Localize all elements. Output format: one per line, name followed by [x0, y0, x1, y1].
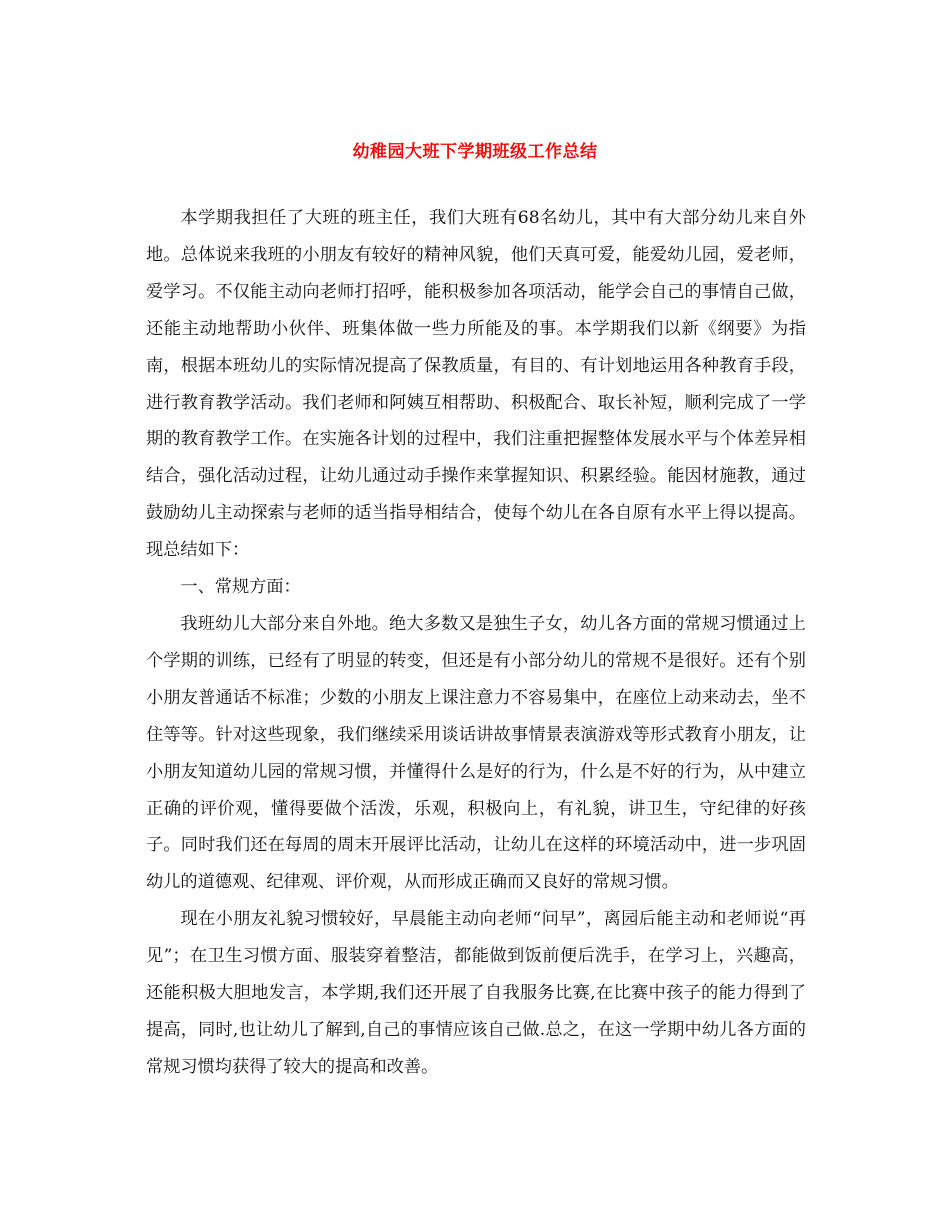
paragraph-intro: 本学期我担任了大班的班主任，我们大班有68名幼儿，其中有大部分幼儿来自外地。总体说来我班的小朋友有较好的精神风貌，他们天真可爱，能爱幼儿园，爱老师，爱学习。不仅能主动向老师打招呼，能积极参加各项活动，能学会自己的事情自己做，还能主动地帮助小伙伴、班集体做一些力所能及的事。本学期我们以新《纲要》为指南，根据本班幼儿的实际情况提高了保教质量，有目的、有计划地运用各种教育手段，进行教育教学活动。我们老师和阿姨互相帮助、积极配合、取长补短，顺利完成了一学期的教育教学工作。在实施各计划的过程中，我们注重把握整体发展水平与个体差异相结合，强化活动过程，让幼儿通过动手操作来掌握知识、积累经验。能因材施教，通过鼓励幼儿主动探索与老师的适当指导相结合，使每个幼儿在各自原有水平上得以提高。 现总结如下： [146, 208, 806, 561]
document-body [146, 200, 806, 1086]
paragraph-current-habits: 现在小朋友礼貌习惯较好，早晨能主动向老师“问早”，离园后能主动和老师说“再见”；在卫生习惯方面、服装穿着整洁，都能做到饭前便后洗手，在学习上，兴趣高，还能积极大胆地发言，本学期,我们还开展了自我服务比赛,在比赛中孩子的能力得到了提高，同时,也让幼儿了解到,自己的事情应该自己做.总之，在这一学期中幼儿各方面的常规习惯均获得了较大的提高和改善。 [146, 909, 806, 1077]
paragraph-routine: 我班幼儿大部分来自外地。绝大多数又是独生子女，幼儿各方面的常规习惯通过上个学期的训练，已经有了明显的转变，但还是有小部分幼儿的常规不是很好。还有个别小朋友普通话不标准；少数的小朋友上课注意力不容易集中，在座位上动来动去，坐不住等等。针对这些现象，我们继续采用谈话讲故事情景表演游戏等形式教育小朋友，让小朋友知道幼儿园的常规习惯，并懂得什么是好的行为，什么是不好的行为，从中建立正确的评价观，懂得要做个活泼，乐观，积极向上，有礼貌，讲卫生，守纪律的好孩子。同时我们还在每周的周末开展评比活动，让幼儿在这样的环境活动中，进一步巩固幼儿的道德观、纪律观、评价观，从而形成正确而又良好的常规习惯。 [146, 613, 806, 893]
document-title: 幼稚园大班下学期班级工作总结 [352, 142, 598, 162]
section-heading-routine: 一、常规方面： [180, 577, 301, 598]
